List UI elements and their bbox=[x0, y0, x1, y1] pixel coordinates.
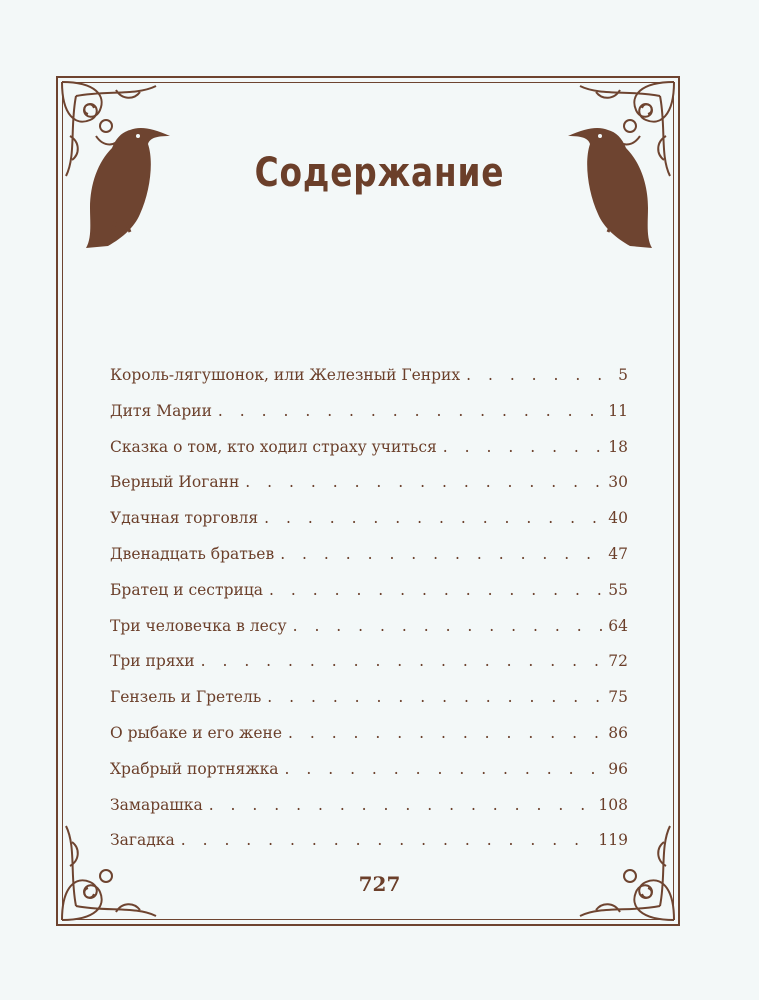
toc-entry-title: Верный Иоганн bbox=[110, 473, 240, 492]
toc-leader-dots bbox=[267, 688, 602, 706]
toc-entry-title: Братец и сестрица bbox=[110, 580, 264, 599]
page-title: Содержание bbox=[254, 150, 505, 196]
toc-entry-page: 11 bbox=[608, 401, 628, 420]
toc-leader-dots bbox=[288, 724, 602, 742]
toc-entry[interactable] bbox=[110, 760, 628, 796]
toc-entry[interactable] bbox=[110, 366, 628, 402]
toc-entry-page: 72 bbox=[608, 652, 628, 671]
toc-entry-page: 96 bbox=[608, 759, 628, 778]
toc-entry[interactable] bbox=[110, 402, 628, 438]
toc-entry-title: О рыбаке и его жене bbox=[110, 723, 282, 742]
toc-entry[interactable] bbox=[110, 617, 628, 653]
toc-entry-page: 47 bbox=[608, 544, 628, 563]
table-of-contents bbox=[110, 366, 628, 867]
toc-entry[interactable] bbox=[110, 796, 628, 832]
toc-entry-title: Загадка bbox=[110, 831, 175, 850]
toc-entry[interactable] bbox=[110, 831, 628, 867]
toc-leader-dots bbox=[209, 796, 593, 814]
toc-leader-dots bbox=[280, 545, 602, 563]
toc-leader-dots bbox=[293, 617, 603, 635]
toc-entry[interactable] bbox=[110, 652, 628, 688]
toc-entry-page: 108 bbox=[598, 795, 628, 814]
toc-entry[interactable] bbox=[110, 509, 628, 545]
toc-entry[interactable] bbox=[110, 581, 628, 617]
toc-leader-dots bbox=[466, 366, 612, 384]
toc-entry-title: Замарашка bbox=[110, 795, 203, 814]
toc-entry-title: Гензель и Гретель bbox=[110, 688, 262, 707]
toc-entry-title: Три пряхи bbox=[110, 652, 195, 671]
toc-leader-dots bbox=[443, 438, 602, 456]
toc-leader-dots bbox=[245, 473, 602, 491]
toc-leader-dots bbox=[201, 652, 603, 670]
toc-entry-page: 40 bbox=[608, 509, 628, 528]
toc-entry-title: Три человечка в лесу bbox=[110, 616, 287, 635]
toc-entry-title: Король-лягушонок, или Железный Генрих bbox=[110, 366, 461, 384]
toc-entry[interactable] bbox=[110, 545, 628, 581]
toc-entry-page: 119 bbox=[598, 831, 628, 850]
toc-entry-page: 75 bbox=[608, 688, 628, 707]
toc-entry-page: 55 bbox=[608, 580, 628, 599]
toc-entry-page: 30 bbox=[608, 473, 628, 492]
toc-leader-dots bbox=[264, 509, 602, 527]
toc-entry-title: Двенадцать братьев bbox=[110, 544, 275, 563]
toc-leader-dots bbox=[181, 831, 593, 849]
toc-leader-dots bbox=[269, 581, 602, 599]
toc-entry-title: Храбрый портняжка bbox=[110, 759, 279, 778]
toc-leader-dots bbox=[218, 402, 602, 420]
toc-leader-dots bbox=[285, 760, 603, 778]
toc-entry-title: Дитя Марии bbox=[110, 401, 212, 420]
toc-entry[interactable] bbox=[110, 473, 628, 509]
toc-entry-page: 64 bbox=[608, 616, 628, 635]
toc-entry-title: Сказка о том, кто ходил страху учиться bbox=[110, 437, 437, 456]
toc-entry[interactable] bbox=[110, 688, 628, 724]
toc-entry[interactable] bbox=[110, 724, 628, 760]
toc-entry-title: Удачная торговля bbox=[110, 509, 259, 528]
toc-entry-page: 86 bbox=[608, 723, 628, 742]
toc-entry[interactable] bbox=[110, 438, 628, 474]
page-number: 727 bbox=[358, 872, 401, 896]
toc-entry-page: 18 bbox=[608, 437, 628, 456]
toc-entry-page: 5 bbox=[618, 366, 628, 384]
